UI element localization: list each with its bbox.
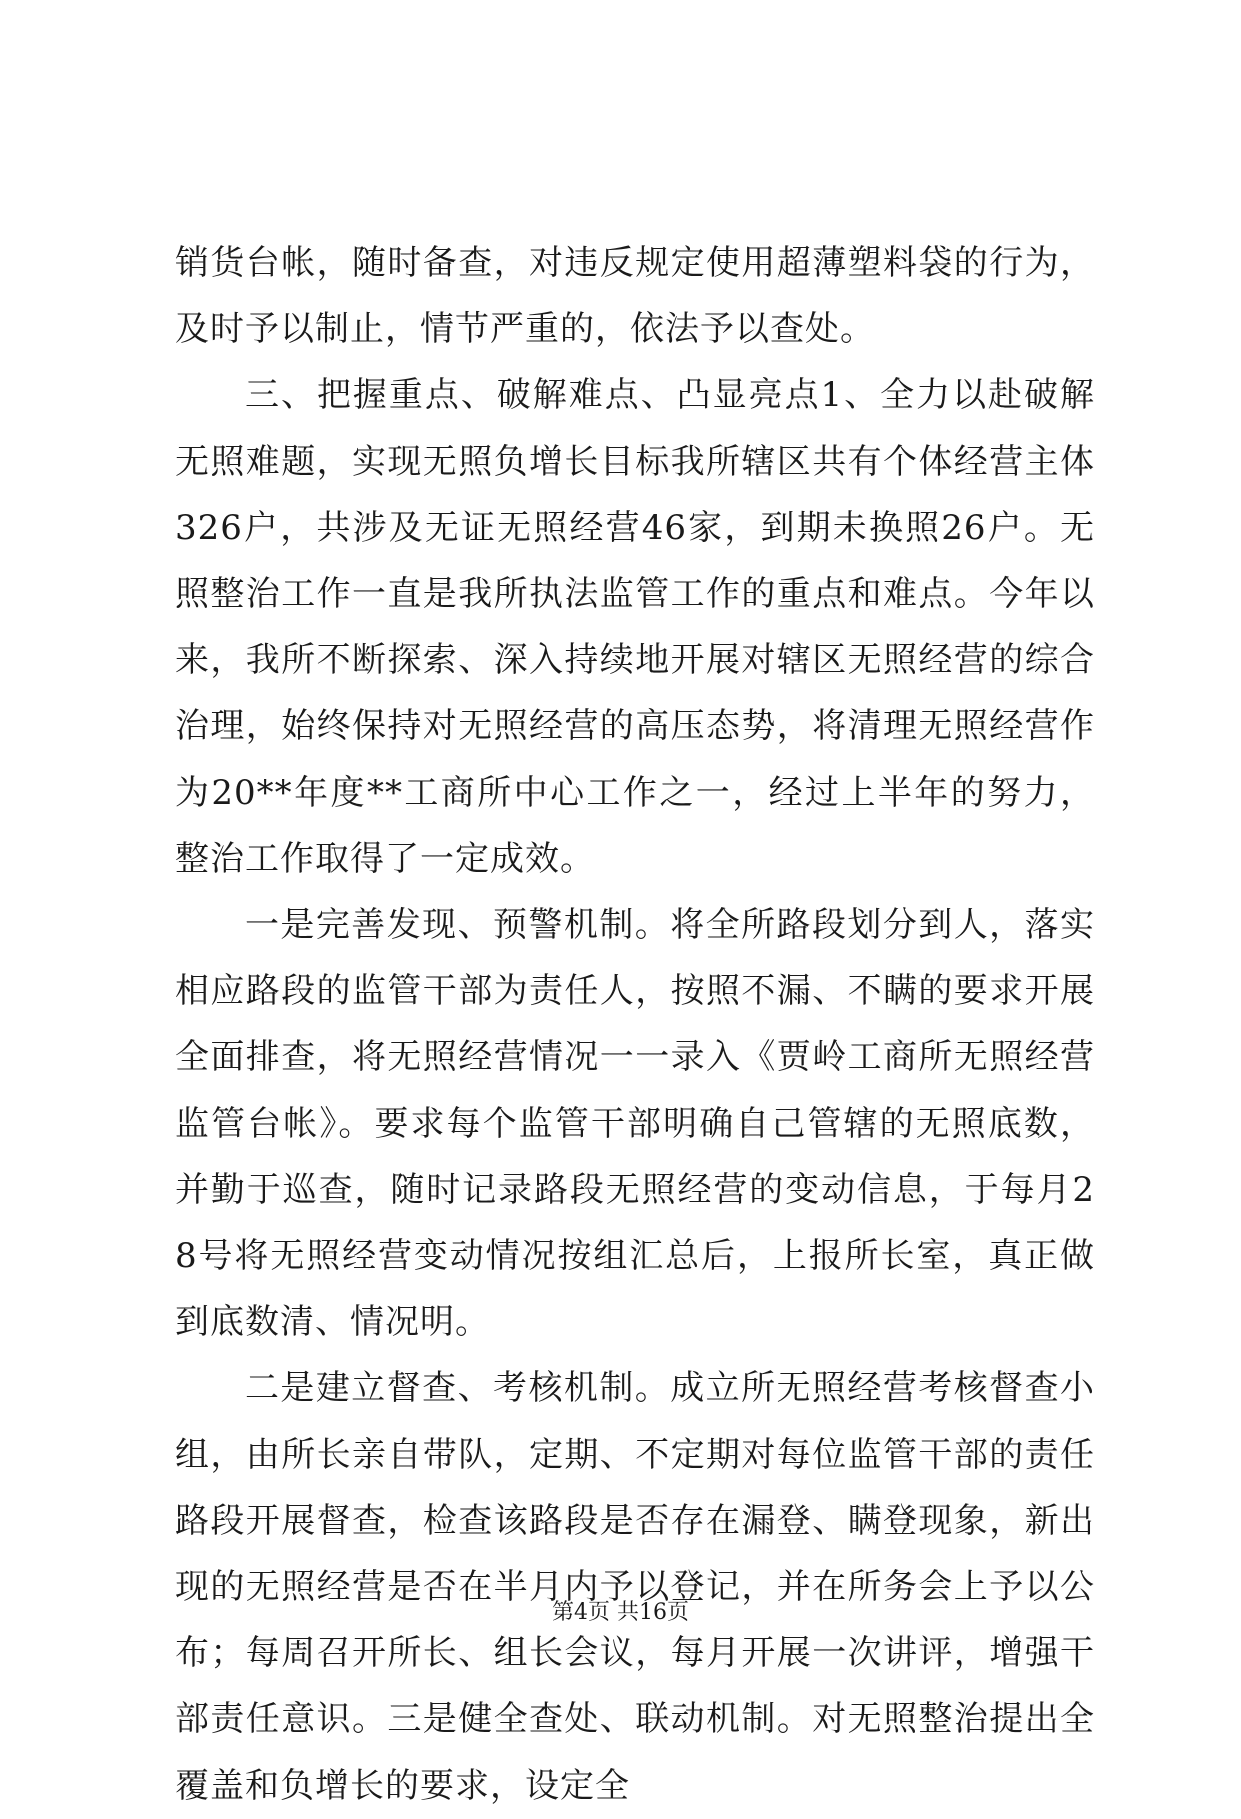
paragraph-3: 一是完善发现、预警机制。将全所路段划分到人，落实相应路段的监管干部为责任人，按照不漏、不瞒的要求开展全面排查，将无照经营情况一一录入《贾岭工商所无照经营监管台帐》。要求每个监管干部明确自己管辖的无照底数，并勤于巡查，随时记录路段无照经营的变动信息，于每月28号将无照经营变动情况按组汇总后，上报所长室，真正做到底数清、情况明。 [175, 905, 1095, 1343]
page-number-label: 第4页 共16页 [552, 1600, 689, 1625]
document-body [175, 230, 1095, 1819]
paragraph-2: 三、把握重点、破解难点、凸显亮点1、全力以赴破解无照难题，实现无照负增长目标我所辖区共有个体经营主体326户，共涉及无证无照经营46家，到期未换照26户。无照整治工作一直是我所执法监管工作的重点和难点。今年以来，我所不断探索、深入持续地开展对辖区无照经营的综合治理，始终保持对无照经营的高压态势，将清理无照经营作为20**年度**工商所中心工作之一，经过上半年的努力，整治工作取得了一定成效。 [175, 375, 1095, 879]
paragraph-1: 销货台帐，随时备查，对违反规定使用超薄塑料袋的行为，及时予以制止，情节严重的，依法予以查处。 [175, 243, 1095, 350]
page-footer [0, 1598, 1241, 1628]
paragraph-4: 二是建立督查、考核机制。成立所无照经营考核督查小组，由所长亲自带队，定期、不定期对每位监管干部的责任路段开展督查，检查该路段是否存在漏登、瞒登现象，新出现的无照经营是否在半月内予以登记，并在所务会上予以公布；每周召开所长、组长会议，每月开展一次讲评，增强干部责任意识。三是健全查处、联动机制。对无照整治提出全覆盖和负增长的要求，设定全 [175, 1368, 1095, 1806]
